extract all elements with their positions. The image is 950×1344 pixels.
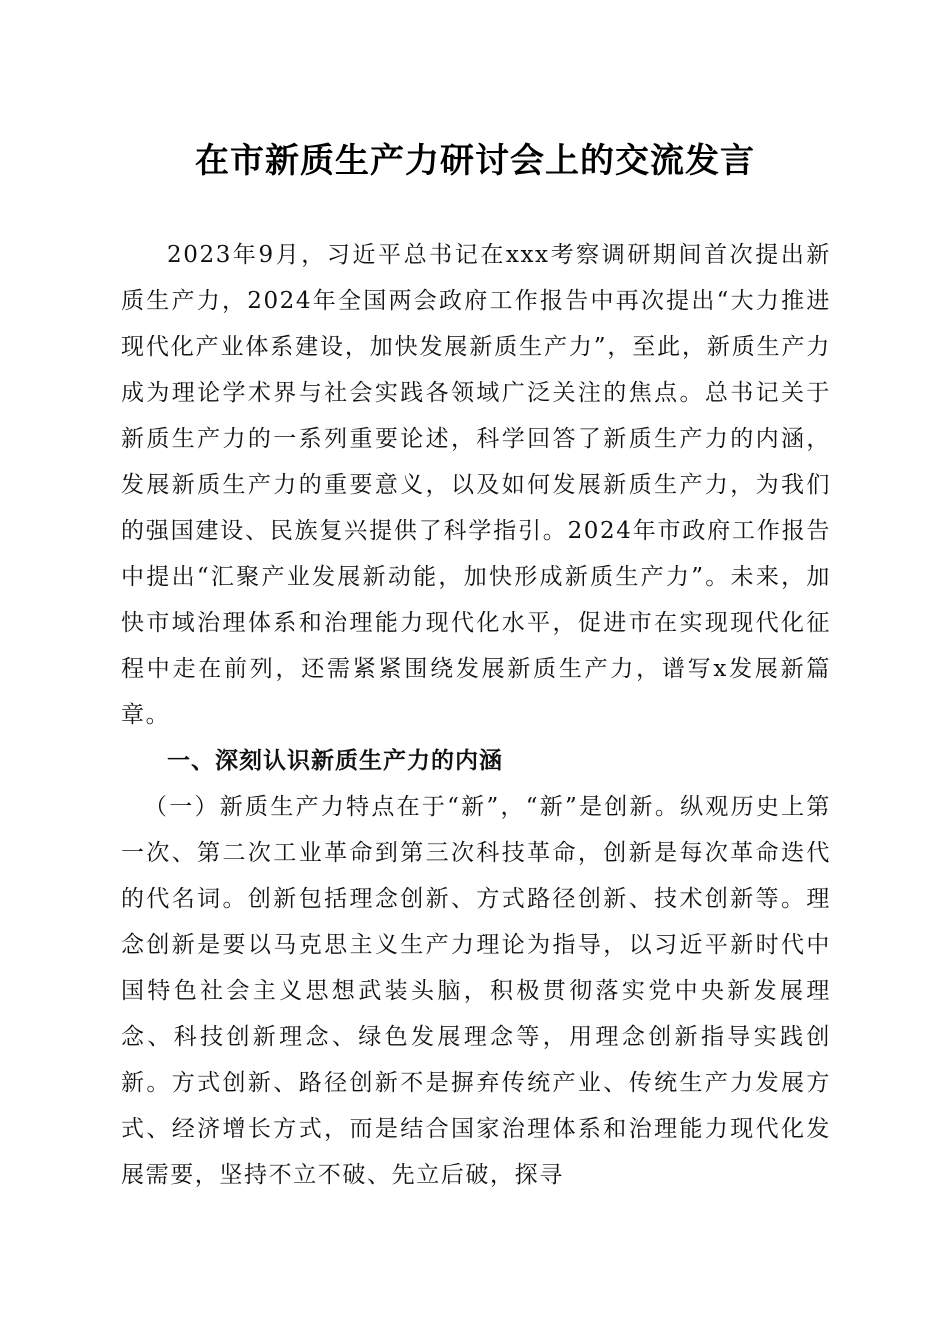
document-title: 在市新质生产力研讨会上的交流发言 — [195, 141, 755, 181]
intro-paragraph: 2023年9月，习近平总书记在xxx考察调研期间首次提出新质生产力，2024年全国两会政府工作报告中再次提出“大力推进现代化产业体系建设，加快发展新质生产力”，至此，新质生产力成为理论学术界与社会实践各领域广泛关注的焦点。总书记关于新质生产力的一系列重要论述，科学回答了新质生产力的内涵，发展新质生产力的重要意义，以及如何发展新质生产力，为我们的强国建设、民族复兴提供了科学指引。2024年市政府工作报告中提出“汇聚产业发展新动能，加快形成新质生产力”。未来，加快市域治理体系和治理能力现代化水平，促进市在实现现代化征程中走在前列，还需紧紧围绕发展新质生产力，谱写x发展新篇章。 — [121, 242, 831, 728]
section-heading: 一、深刻认识新质生产力的内涵 — [167, 748, 503, 774]
subsection-paragraph: （一）新质生产力特点在于“新”，“新”是创新。纵观历史上第一次、第二次工业革命到第三次科技革命，创新是每次革命迭代的代名词。创新包括理念创新、方式路径创新、技术创新等。理念创新是要以马克思主义生产力理论为指导，以习近平新时代中国特色社会主义思想武装头脑，积极贯彻落实党中央新发展理念、科技创新理念、绿色发展理念等，用理念创新指导实践创新。方式创新、路径创新不是摒弃传统产业、传统生产力发展方式、经济增长方式，而是结合国家治理体系和治理能力现代化发展需要，坚持不立不破、先立后破，探寻 — [121, 794, 831, 1188]
document-body — [121, 232, 831, 1198]
